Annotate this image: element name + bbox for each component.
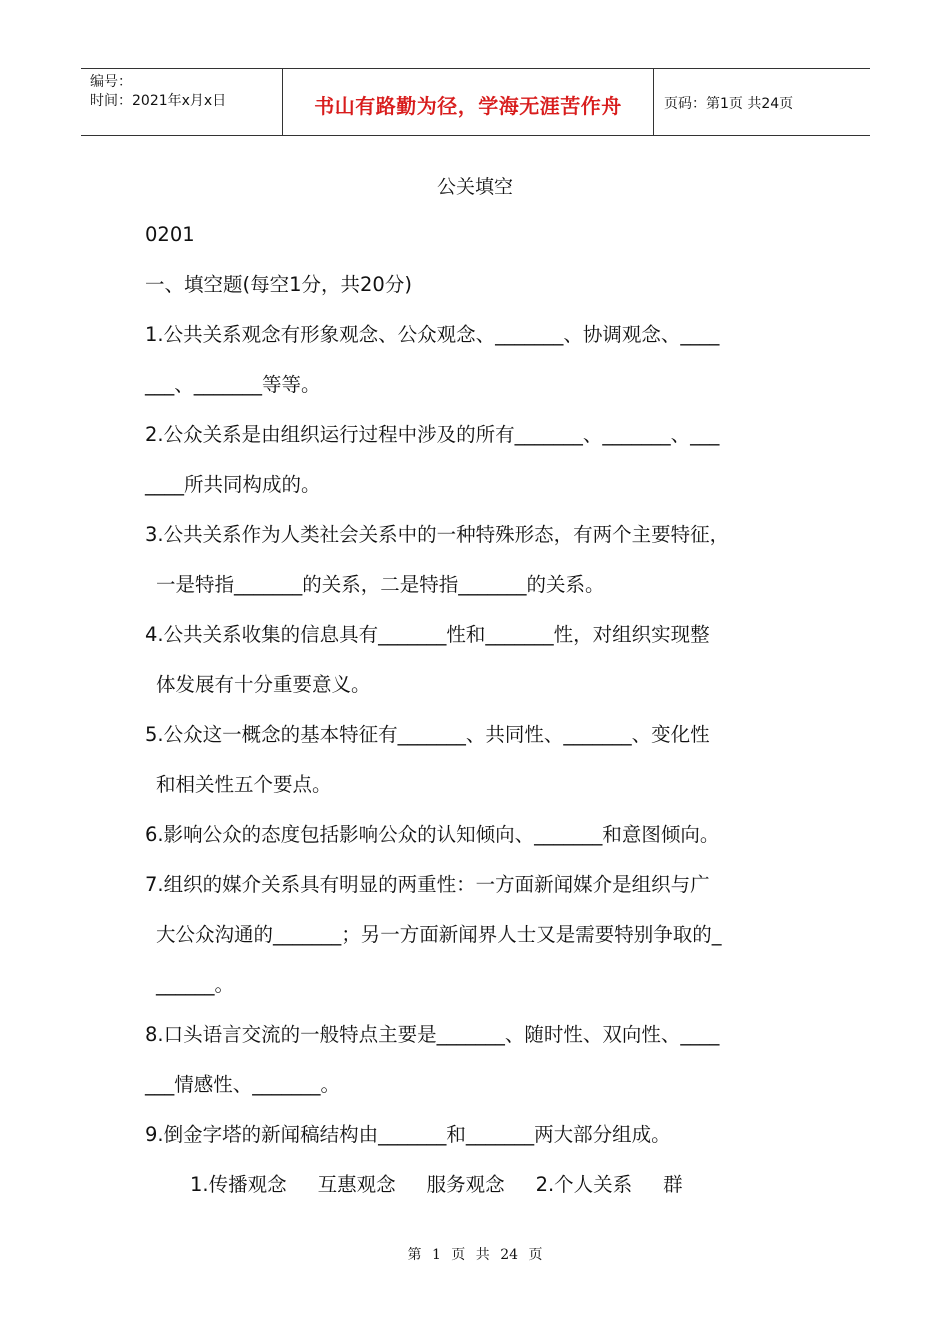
question-line: ____所共同构成的。 [145,473,321,496]
section-heading: 一、填空题(每空1分，共20分) [145,273,412,296]
question-line: 2.公众关系是由组织运行过程中涉及的所有_______、_______、___ [145,423,720,446]
question-line: 大公众沟通的_______；另一方面新闻界人士又是需要特别争取的_ [156,923,722,946]
header-motto-cell [283,69,654,135]
question-line: 5.公众这一概念的基本特征有_______、共同性、_______、变化性 [145,723,710,746]
motto-text: 书山有路勤为径，学海无涯苦作舟 [314,93,622,118]
document-body [145,220,825,1220]
question-line: 9.倒金字塔的新闻稿结构由_______和_______两大部分组成。 [145,1123,671,1146]
document-time-label: 时间：2021年x月x日 [90,93,227,109]
question-line: 体发展有十分重要意义。 [156,673,371,696]
document-title: 公关填空 [436,176,513,198]
question-line: 1.公共关系观念有形象观念、公众观念、_______、协调观念、____ [145,323,720,346]
page-footer: 第 1 页 共 24 页 [407,1247,543,1263]
document-number-label: 编号： [90,74,132,90]
answer-line: 1.传播观念 互惠观念 服务观念 2.个人关系 群 [190,1173,683,1196]
question-line: 4.公共关系收集的信息具有_______性和_______性，对组织实现整 [145,623,710,646]
header-page-label: 页码：第1页 共24页 [664,96,794,112]
header-page-cell [654,69,870,135]
question-line: 7.组织的媒介关系具有明显的两重性：一方面新闻媒介是组织与广 [145,873,710,896]
question-line: ___情感性、_______。 [145,1073,341,1096]
question-line: 3.公共关系作为人类社会关系中的一种特殊形态，有两个主要特征， [145,523,730,546]
question-line: 6.影响公众的态度包括影响公众的认知倾向、_______和意图倾向。 [145,823,720,846]
question-line: ___、_______等等。 [145,373,321,396]
document-code: 0201 [145,223,195,246]
question-line: 一是特指_______的关系，二是特指_______的关系。 [156,573,605,596]
question-line: 8.口头语言交流的一般特点主要是_______、随时性、双向性、____ [145,1023,720,1046]
page-header-table [81,68,870,136]
question-line: 和相关性五个要点。 [156,773,332,796]
header-meta-cell [81,69,283,135]
question-line: ______。 [156,973,235,996]
